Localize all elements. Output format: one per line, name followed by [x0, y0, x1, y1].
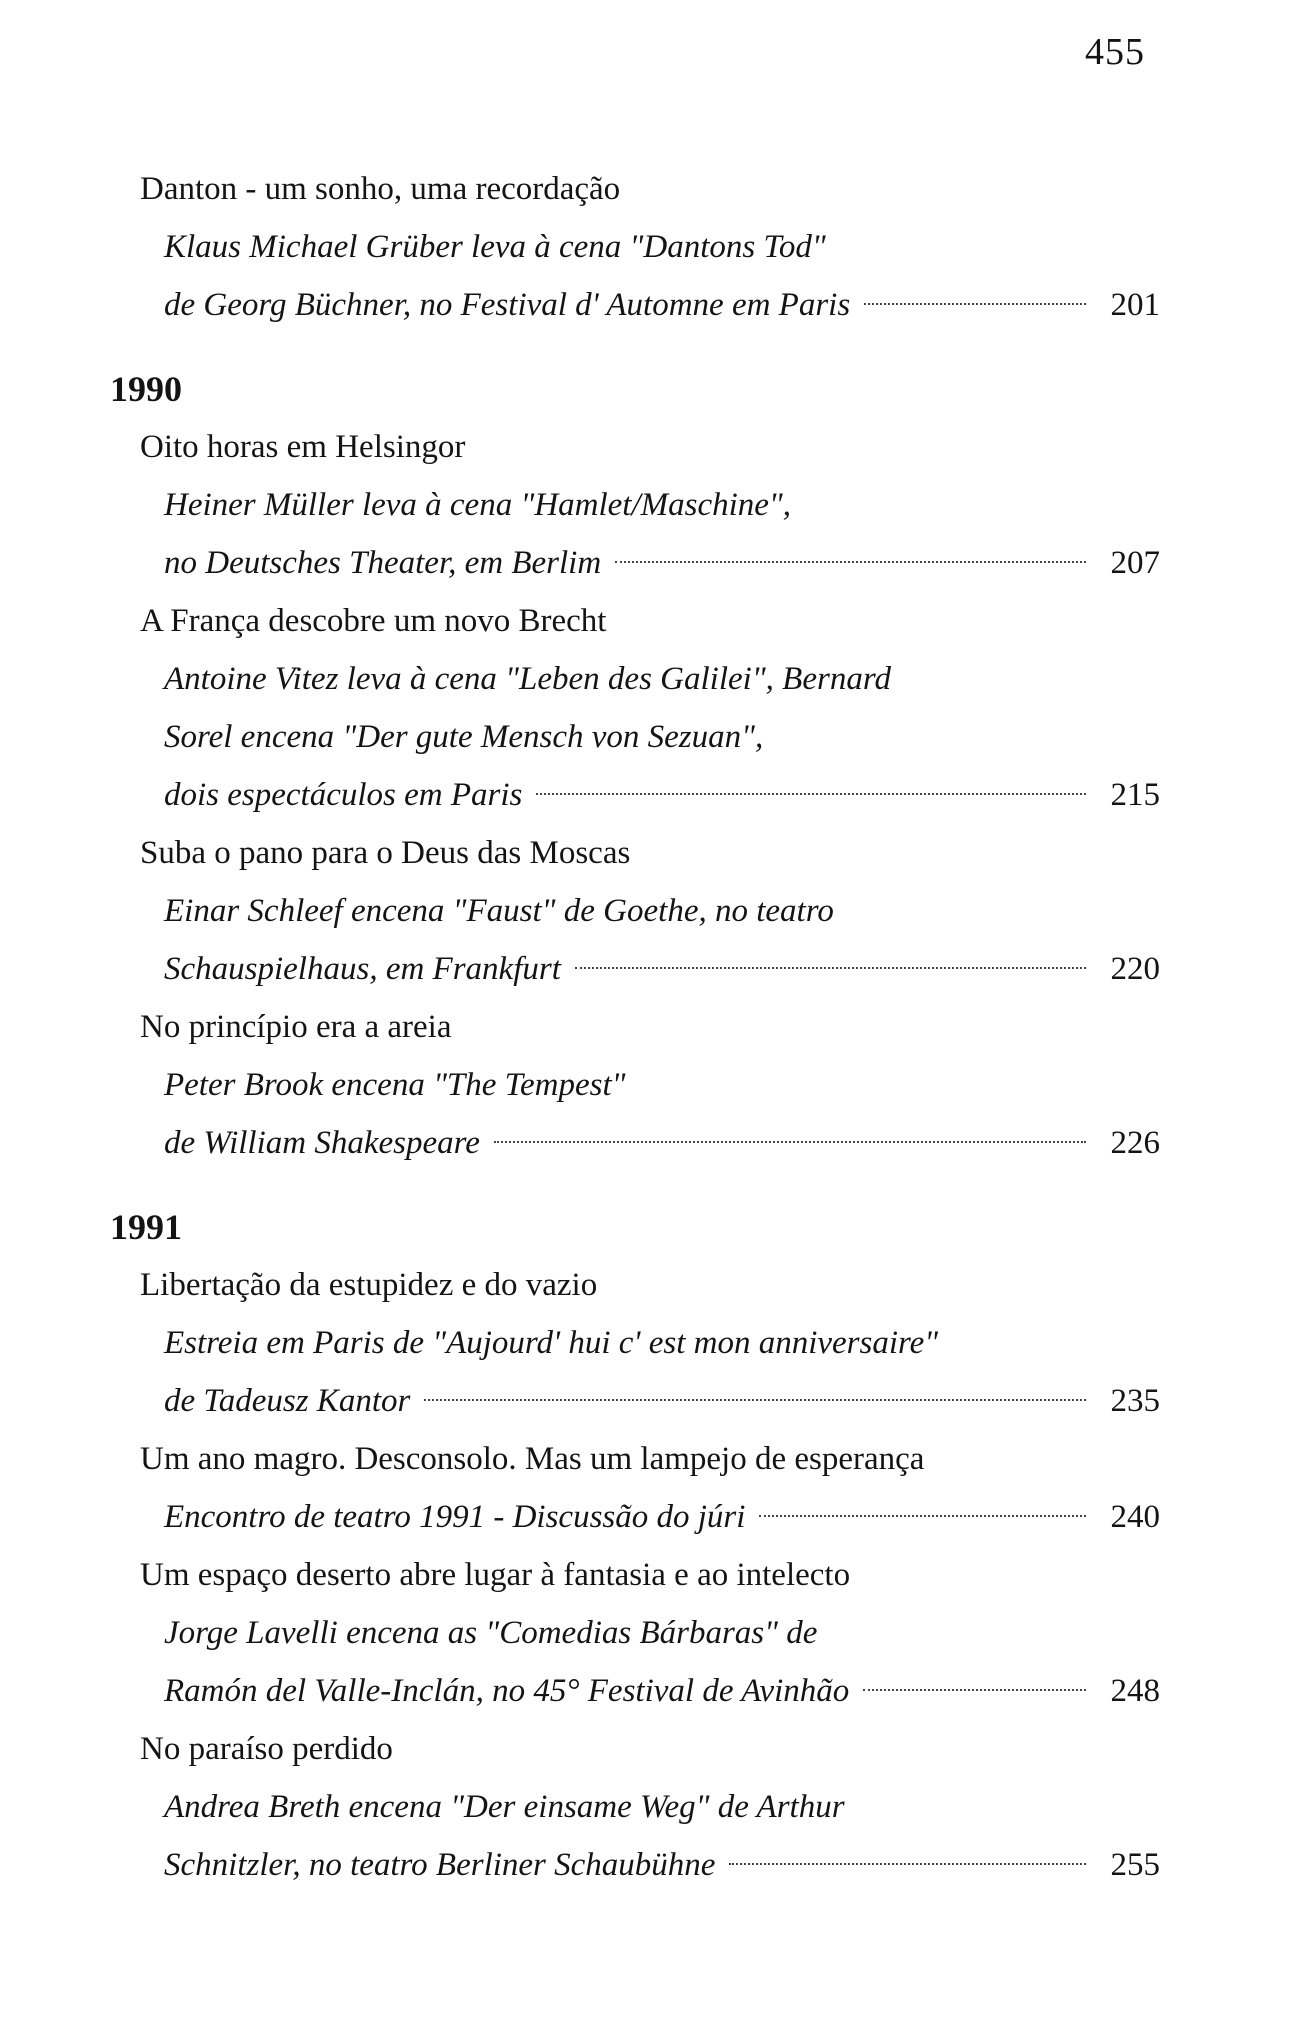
entry-subtitle: Schauspielhaus, em Frankfurt — [164, 951, 561, 987]
entry-last-line — [164, 766, 1160, 824]
entry-page-number: 255 — [1110, 1847, 1160, 1883]
entry-page-number: 201 — [1110, 287, 1160, 323]
table-of-contents — [110, 160, 1160, 1894]
toc-entry — [110, 1256, 1160, 1430]
entry-page-number: 215 — [1110, 777, 1160, 813]
entry-subtitle: Jorge Lavelli encena as "Comedias Bárbaras" de — [164, 1615, 818, 1651]
toc-entry — [110, 418, 1160, 592]
entry-page-number: 226 — [1110, 1125, 1160, 1161]
entry-subtitle: Einar Schleef encena "Faust" de Goethe, no teatro — [164, 893, 834, 929]
entry-subtitle: Schnitzler, no teatro Berliner Schaubühne — [164, 1847, 716, 1883]
entry-title: A França descobre um novo Brecht — [140, 603, 607, 639]
entry-subtitle: Ramón del Valle-Inclán, no 45° Festival de Avinhão — [164, 1673, 850, 1709]
toc-entry — [110, 160, 1160, 334]
entry-title: Um ano magro. Desconsolo. Mas um lampejo de esperança — [140, 1441, 925, 1477]
entry-page-number: 248 — [1110, 1673, 1160, 1709]
entry-title: No paraíso perdido — [140, 1731, 393, 1767]
entry-subtitle: dois espectáculos em Paris — [164, 777, 523, 813]
entry-subtitle: Heiner Müller leva à cena "Hamlet/Maschine", — [164, 487, 792, 523]
entry-last-line — [164, 1488, 1160, 1546]
entry-subtitle: Sorel encena "Der gute Mensch von Sezuan", — [164, 719, 764, 755]
entry-title: No princípio era a areia — [140, 1009, 452, 1045]
entry-last-line — [164, 1836, 1160, 1894]
entry-last-line — [164, 1372, 1160, 1430]
entry-last-line — [164, 1114, 1160, 1172]
entry-page-number: 235 — [1110, 1383, 1160, 1419]
entry-title: Danton - um sonho, uma recordação — [140, 171, 621, 207]
entry-subtitle: de William Shakespeare — [164, 1125, 480, 1161]
entry-subtitle: de Tadeusz Kantor — [164, 1383, 411, 1419]
dot-leader — [729, 1863, 1086, 1865]
entry-subtitle: Peter Brook encena "The Tempest" — [164, 1067, 626, 1103]
entry-subtitle: de Georg Büchner, no Festival d' Automne em Paris — [164, 287, 851, 323]
entry-subtitle: Andrea Breth encena "Der einsame Weg" de Arthur — [164, 1789, 845, 1825]
toc-entry — [110, 1720, 1160, 1894]
entry-page-number: 220 — [1110, 951, 1160, 987]
entry-page-number: 207 — [1110, 545, 1160, 581]
entry-subtitle: Encontro de teatro 1991 - Discussão do júri — [164, 1499, 746, 1535]
dot-leader — [863, 1689, 1086, 1691]
toc-entry — [110, 1546, 1160, 1720]
entry-subtitle: Estreia em Paris de "Aujourd' hui c' est mon anniversaire" — [164, 1325, 939, 1361]
entry-subtitle: Antoine Vitez leva à cena "Leben des Galilei", Bernard — [164, 661, 891, 697]
entry-subtitle: Klaus Michael Grüber leva à cena "Dantons Tod" — [164, 229, 826, 265]
dot-leader — [864, 303, 1086, 305]
entry-title: Um espaço deserto abre lugar à fantasia e ao intelecto — [140, 1557, 851, 1593]
toc-entry — [110, 592, 1160, 824]
dot-leader — [759, 1515, 1086, 1517]
year-heading: 1991 — [110, 1207, 182, 1247]
page-number: 455 — [1085, 31, 1145, 73]
toc-entry — [110, 998, 1160, 1172]
dot-leader — [575, 967, 1086, 969]
dot-leader — [494, 1141, 1086, 1143]
entry-title: Libertação da estupidez e do vazio — [140, 1267, 598, 1303]
entry-subtitle: no Deutsches Theater, em Berlim — [164, 545, 602, 581]
entry-last-line — [164, 940, 1160, 998]
toc-entry — [110, 824, 1160, 998]
entry-title: Oito horas em Helsingor — [140, 429, 466, 465]
entry-page-number: 240 — [1110, 1499, 1160, 1535]
toc-entry — [110, 1430, 1160, 1546]
entry-title: Suba o pano para o Deus das Moscas — [140, 835, 631, 871]
entry-last-line — [164, 1662, 1160, 1720]
year-heading: 1990 — [110, 369, 182, 409]
dot-leader — [615, 561, 1086, 563]
entry-last-line — [164, 534, 1160, 592]
dot-leader — [536, 793, 1086, 795]
dot-leader — [424, 1399, 1086, 1401]
entry-last-line — [164, 276, 1160, 334]
